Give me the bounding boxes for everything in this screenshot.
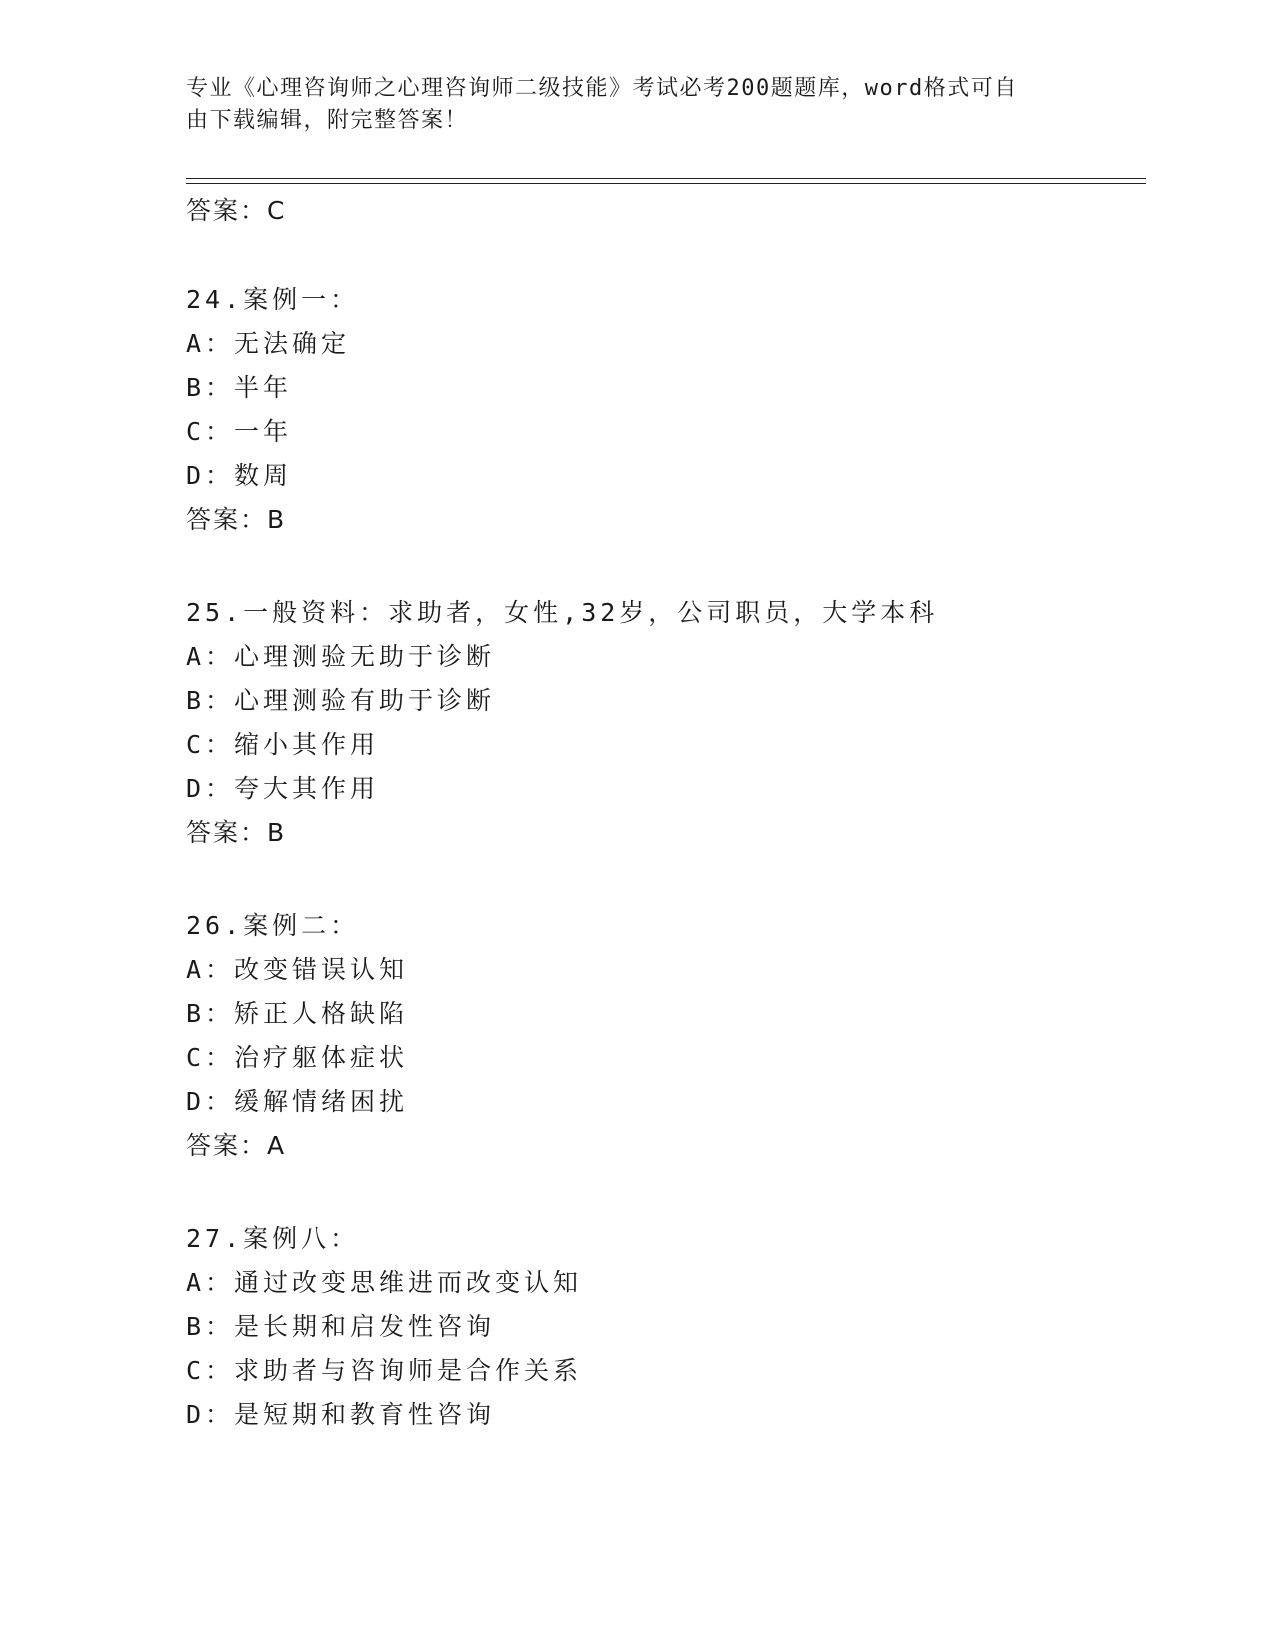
question-27-option-b: B：是长期和启发性咨询	[186, 1312, 496, 1341]
question-24-answer: 答案：B	[186, 505, 287, 534]
question-26-option-a: A：改变错误认知	[186, 955, 409, 984]
question-26-stem: 26.案例二：	[186, 911, 360, 940]
header-divider-bottom	[186, 183, 1146, 184]
question-24-option-d: D：数周	[186, 461, 293, 490]
question-24-option-c: C：一年	[186, 417, 293, 446]
question-25-option-d: D：夸大其作用	[186, 774, 380, 803]
question-26-option-b: B：矫正人格缺陷	[186, 999, 409, 1028]
question-25-option-c: C：缩小其作用	[186, 730, 380, 759]
header-divider-top	[186, 178, 1146, 179]
question-27-option-c: C：求助者与咨询师是合作关系	[186, 1356, 583, 1385]
question-27-option-d: D：是短期和教育性咨询	[186, 1400, 496, 1429]
question-26-option-c: C：治疗躯体症状	[186, 1043, 409, 1072]
question-24-stem: 24.案例一：	[186, 285, 360, 314]
header-line-2: 由下载编辑，附完整答案！	[186, 108, 469, 133]
question-25-stem: 25.一般资料：求助者，女性,32岁，公司职员，大学本科	[186, 598, 939, 627]
question-25-answer: 答案：B	[186, 818, 287, 847]
question-25-option-a: A：心理测验无助于诊断	[186, 642, 496, 671]
question-27-option-a: A：通过改变思维进而改变认知	[186, 1268, 583, 1297]
previous-answer: 答案：C	[186, 196, 287, 225]
question-25-option-b: B：心理测验有助于诊断	[186, 686, 496, 715]
document-header	[186, 73, 1086, 137]
question-24-option-b: B：半年	[186, 373, 293, 402]
question-24-option-a: A：无法确定	[186, 329, 351, 358]
question-26-option-d: D：缓解情绪困扰	[186, 1087, 409, 1116]
header-line-1: 专业《心理咨询师之心理咨询师二级技能》考试必考200题题库，word格式可自	[186, 76, 1018, 101]
question-26-answer: 答案：A	[186, 1131, 287, 1160]
question-27-stem: 27.案例八：	[186, 1224, 360, 1253]
